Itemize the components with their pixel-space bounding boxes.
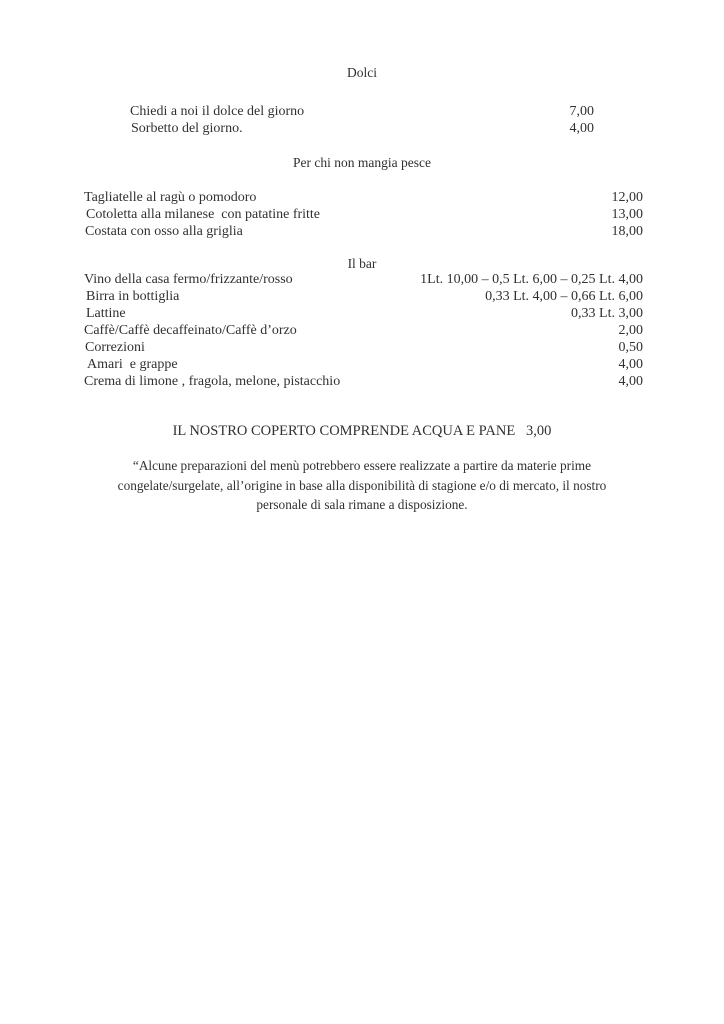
disclaimer-line: congelate/surgelate, all’origine in base alla disponibilità di stagione e/o di mercato, il nostro — [117, 477, 607, 493]
menu-item-row — [84, 288, 643, 305]
menu-item-price: 13,00 — [611, 207, 643, 222]
menu-item-price: 4,00 — [618, 357, 643, 372]
menu-item-price: 18,00 — [611, 224, 643, 239]
menu-item-price: 4,00 — [569, 121, 594, 136]
menu-item-row — [84, 322, 643, 339]
menu-item-price: 1Lt. 10,00 – 0,5 Lt. 6,00 – 0,25 Lt. 4,00 — [420, 272, 643, 287]
menu-list-secondi — [84, 189, 643, 240]
menu-item-name: Costata con osso alla griglia — [85, 224, 243, 239]
menu-item-name: Birra in bottiglia — [86, 289, 180, 304]
menu-item-row — [84, 339, 643, 356]
menu-list-bar — [84, 271, 643, 390]
menu-item-name: Correzioni — [85, 340, 145, 355]
section-heading-secondi: Per chi non mangia pesce — [293, 155, 431, 170]
menu-item-row — [84, 206, 643, 223]
menu-item-name: Chiedi a noi il dolce del giorno — [130, 104, 305, 119]
menu-item-row — [84, 271, 643, 288]
menu-item-row — [84, 356, 643, 373]
menu-item-row — [84, 373, 643, 390]
menu-item-row — [84, 223, 643, 240]
menu-item-name: Amari e grappe — [87, 357, 178, 372]
disclaimer-paragraph — [84, 456, 640, 515]
menu-item-price: 7,00 — [569, 104, 594, 119]
menu-item-row — [130, 120, 594, 137]
menu-item-name: Sorbetto del giorno. — [131, 121, 243, 136]
menu-item-row — [84, 305, 643, 322]
menu-item-price: 0,33 Lt. 3,00 — [571, 306, 643, 321]
menu-item-name: Vino della casa fermo/frizzante/rosso — [84, 272, 293, 287]
section-heading-bar: Il bar — [347, 256, 377, 271]
menu-item-row — [84, 189, 643, 206]
menu-item-price: 2,00 — [618, 323, 643, 338]
disclaimer-line: personale di sala rimane a disposizione. — [256, 497, 468, 512]
menu-item-price: 4,00 — [618, 374, 643, 389]
menu-list-dolci — [130, 103, 594, 137]
menu-item-name: Crema di limone , fragola, melone, pistacchio — [84, 374, 341, 389]
menu-item-row — [130, 103, 594, 120]
menu-item-price: 0,50 — [618, 340, 643, 355]
disclaimer-line: “Alcune preparazioni del menù potrebbero essere realizzate a partire da materie prime — [132, 458, 592, 473]
menu-item-price: 0,33 Lt. 4,00 – 0,66 Lt. 6,00 — [485, 289, 643, 304]
menu-item-name: Tagliatelle al ragù o pomodoro — [84, 190, 257, 205]
menu-item-price: 12,00 — [611, 190, 643, 205]
menu-item-name: Cotoletta alla milanese con patatine fritte — [86, 207, 321, 222]
coperto-notice: IL NOSTRO COPERTO COMPRENDE ACQUA E PANE 3,00 — [172, 423, 552, 439]
menu-item-name: Lattine — [86, 306, 126, 321]
menu-item-name: Caffè/Caffè decaffeinato/Caffè d’orzo — [84, 323, 297, 338]
section-heading-dolci: Dolci — [347, 65, 377, 80]
